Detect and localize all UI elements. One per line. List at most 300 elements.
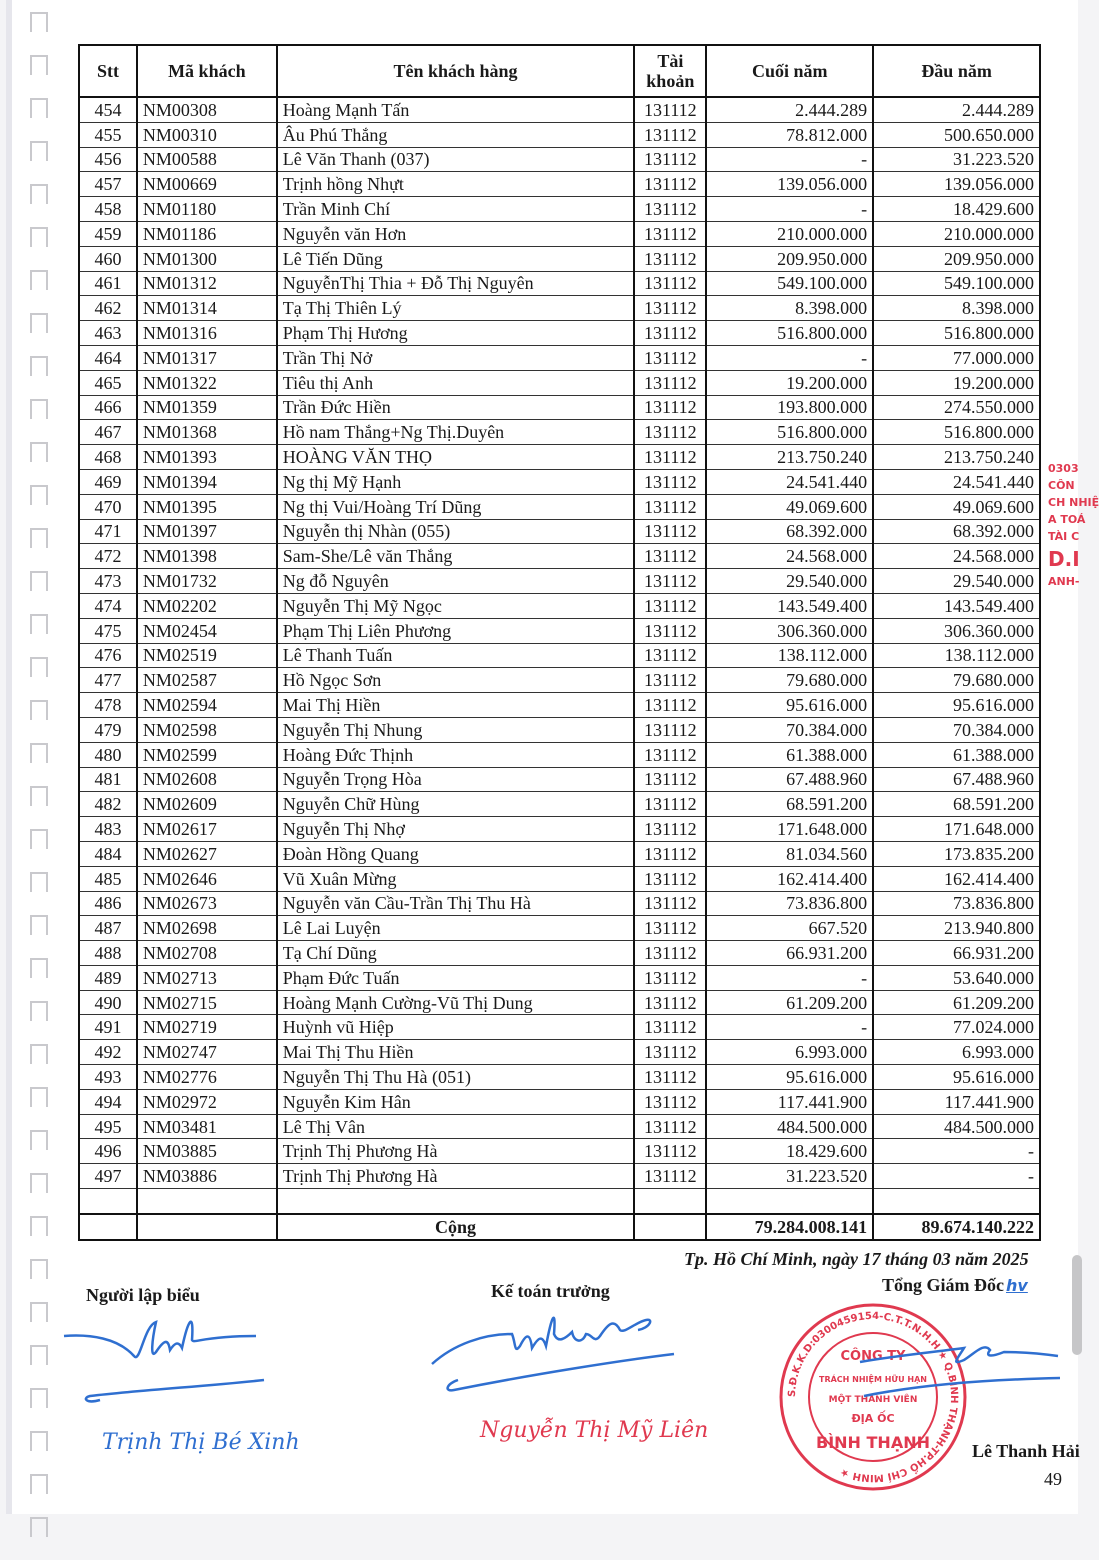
table-row xyxy=(79,97,1040,122)
row-stt: 497 xyxy=(79,1164,137,1189)
row-start-of-year: 77.000.000 xyxy=(873,345,1040,370)
table-row xyxy=(79,445,1040,470)
row-customer-name: Trần Thị Nở xyxy=(277,345,635,370)
binding-hole xyxy=(30,528,48,548)
table-row xyxy=(79,990,1040,1015)
table-row xyxy=(79,197,1040,222)
row-account: 131112 xyxy=(634,370,706,395)
row-customer-code: NM02646 xyxy=(137,866,277,891)
row-account: 131112 xyxy=(634,668,706,693)
row-end-of-year: 138.112.000 xyxy=(706,643,873,668)
row-customer-name: HOÀNG VĂN THỌ xyxy=(277,445,635,470)
row-end-of-year: 95.616.000 xyxy=(706,1065,873,1090)
blank-cell xyxy=(79,1189,137,1214)
row-stt: 488 xyxy=(79,941,137,966)
table-row xyxy=(79,122,1040,147)
binding-hole xyxy=(30,786,48,806)
row-stt: 455 xyxy=(79,122,137,147)
row-customer-name: Trần Đức Hiền xyxy=(277,395,635,420)
header-customer-name: Tên khách hàng xyxy=(277,45,635,97)
row-customer-name: Hồ Ngọc Sơn xyxy=(277,668,635,693)
row-account: 131112 xyxy=(634,767,706,792)
row-end-of-year: 78.812.000 xyxy=(706,122,873,147)
row-stt: 495 xyxy=(79,1114,137,1139)
row-account: 131112 xyxy=(634,1164,706,1189)
row-end-of-year: 79.680.000 xyxy=(706,668,873,693)
row-stt: 496 xyxy=(79,1139,137,1164)
table-row xyxy=(79,693,1040,718)
row-account: 131112 xyxy=(634,693,706,718)
table-row xyxy=(79,618,1040,643)
row-account: 131112 xyxy=(634,221,706,246)
row-start-of-year: 24.541.440 xyxy=(873,469,1040,494)
binding-hole xyxy=(30,1130,48,1150)
row-start-of-year: 19.200.000 xyxy=(873,370,1040,395)
row-customer-code: NM01732 xyxy=(137,569,277,594)
row-customer-code: NM03481 xyxy=(137,1114,277,1139)
row-stt: 454 xyxy=(79,97,137,122)
table-row xyxy=(79,321,1040,346)
row-customer-code: NM02599 xyxy=(137,742,277,767)
row-customer-code: NM01395 xyxy=(137,494,277,519)
row-customer-name: Ng đỗ Nguyên xyxy=(277,569,635,594)
row-account: 131112 xyxy=(634,395,706,420)
row-customer-code: NM00310 xyxy=(137,122,277,147)
row-customer-name: Lê Tiến Dũng xyxy=(277,246,635,271)
binding-hole xyxy=(30,829,48,849)
preparer-name: Trịnh Thị Bé Xinh xyxy=(102,1430,300,1455)
row-end-of-year: 162.414.400 xyxy=(706,866,873,891)
row-start-of-year: - xyxy=(873,1139,1040,1164)
binding-hole xyxy=(30,98,48,118)
row-stt: 481 xyxy=(79,767,137,792)
row-customer-name: Tạ Chí Dũng xyxy=(277,941,635,966)
row-customer-name: Nguyễn văn Hơn xyxy=(277,221,635,246)
row-end-of-year: 2.444.289 xyxy=(706,97,873,122)
row-account: 131112 xyxy=(634,841,706,866)
binding-hole xyxy=(30,141,48,161)
row-end-of-year: 193.800.000 xyxy=(706,395,873,420)
director-name: Lê Thanh Hải xyxy=(972,1441,1080,1461)
row-start-of-year: 139.056.000 xyxy=(873,172,1040,197)
row-customer-code: NM02747 xyxy=(137,1040,277,1065)
row-end-of-year: 171.648.000 xyxy=(706,817,873,842)
header-account-line2: khoản xyxy=(646,71,695,91)
row-stt: 457 xyxy=(79,172,137,197)
row-account: 131112 xyxy=(634,742,706,767)
row-customer-name: Phạm Thị Liên Phương xyxy=(277,618,635,643)
row-account: 131112 xyxy=(634,519,706,544)
row-account: 131112 xyxy=(634,544,706,569)
row-customer-code: NM02627 xyxy=(137,841,277,866)
edge-seal-line: TÀI C xyxy=(1048,530,1080,543)
binding-hole xyxy=(30,743,48,763)
row-end-of-year: 549.100.000 xyxy=(706,271,873,296)
row-account: 131112 xyxy=(634,1065,706,1090)
binding-hole xyxy=(30,1259,48,1279)
table-row xyxy=(79,668,1040,693)
row-start-of-year: 210.000.000 xyxy=(873,221,1040,246)
header-account-line1: Tài xyxy=(657,51,684,71)
row-customer-code: NM00308 xyxy=(137,97,277,122)
row-account: 131112 xyxy=(634,122,706,147)
row-customer-code: NM03886 xyxy=(137,1164,277,1189)
seal-center-line: BÌNH THẠNH xyxy=(816,1433,930,1452)
edge-seal-line: 0303 xyxy=(1048,462,1079,475)
row-stt: 475 xyxy=(79,618,137,643)
row-stt: 458 xyxy=(79,197,137,222)
director-signature xyxy=(854,1336,1074,1406)
row-customer-name: Nguyễn Thị Mỹ Ngọc xyxy=(277,593,635,618)
blank-cell xyxy=(137,1189,277,1214)
row-start-of-year: 79.680.000 xyxy=(873,668,1040,693)
total-empty-cell xyxy=(137,1214,277,1240)
row-stt: 487 xyxy=(79,916,137,941)
row-end-of-year: 210.000.000 xyxy=(706,221,873,246)
row-start-of-year: 8.398.000 xyxy=(873,296,1040,321)
row-end-of-year: 66.931.200 xyxy=(706,941,873,966)
row-end-of-year: 68.392.000 xyxy=(706,519,873,544)
binding-hole xyxy=(30,915,48,935)
row-end-of-year: 61.388.000 xyxy=(706,742,873,767)
table-row xyxy=(79,221,1040,246)
row-stt: 471 xyxy=(79,519,137,544)
row-customer-code: NM01322 xyxy=(137,370,277,395)
row-customer-code: NM02713 xyxy=(137,965,277,990)
table-row xyxy=(79,544,1040,569)
place-date: Tp. Hồ Chí Minh, ngày 17 tháng 03 năm 2025 xyxy=(684,1249,1029,1269)
row-stt: 459 xyxy=(79,221,137,246)
row-customer-name: Hoàng Mạnh Cường-Vũ Thị Dung xyxy=(277,990,635,1015)
row-customer-code: NM02719 xyxy=(137,1015,277,1040)
row-start-of-year: 66.931.200 xyxy=(873,941,1040,966)
row-customer-code: NM02519 xyxy=(137,643,277,668)
binding-hole xyxy=(30,1044,48,1064)
row-end-of-year: 18.429.600 xyxy=(706,1139,873,1164)
row-start-of-year: 117.441.900 xyxy=(873,1089,1040,1114)
table-row xyxy=(79,1164,1040,1189)
table-body xyxy=(79,97,1040,1189)
row-start-of-year: 70.384.000 xyxy=(873,717,1040,742)
row-customer-code: NM01314 xyxy=(137,296,277,321)
row-stt: 467 xyxy=(79,420,137,445)
row-stt: 478 xyxy=(79,693,137,718)
row-customer-name: Hồ nam Thắng+Ng Thị.Duyên xyxy=(277,420,635,445)
row-stt: 483 xyxy=(79,817,137,842)
row-customer-name: Mai Thị Hiền xyxy=(277,693,635,718)
row-account: 131112 xyxy=(634,990,706,1015)
row-stt: 494 xyxy=(79,1089,137,1114)
edge-seal-fragment xyxy=(1048,460,1099,650)
row-customer-name: NguyễnThị Thia + Đỗ Thị Nguyên xyxy=(277,271,635,296)
row-account: 131112 xyxy=(634,717,706,742)
row-start-of-year: 61.388.000 xyxy=(873,742,1040,767)
director-initials: hv xyxy=(1006,1276,1028,1295)
binding-hole xyxy=(30,1388,48,1408)
row-customer-name: Nguyễn Chữ Hùng xyxy=(277,792,635,817)
row-account: 131112 xyxy=(634,296,706,321)
binding-hole xyxy=(30,657,48,677)
row-customer-code: NM00669 xyxy=(137,172,277,197)
row-stt: 492 xyxy=(79,1040,137,1065)
row-account: 131112 xyxy=(634,271,706,296)
row-stt: 486 xyxy=(79,891,137,916)
table-row xyxy=(79,395,1040,420)
binding-hole xyxy=(30,1302,48,1322)
row-customer-name: Nguyễn Thị Thu Hà (051) xyxy=(277,1065,635,1090)
row-start-of-year: 18.429.600 xyxy=(873,197,1040,222)
receivables-table xyxy=(78,44,1041,1241)
row-customer-code: NM01312 xyxy=(137,271,277,296)
row-customer-name: Trịnh Thị Phương Hà xyxy=(277,1139,635,1164)
row-stt: 491 xyxy=(79,1015,137,1040)
row-customer-code: NM02776 xyxy=(137,1065,277,1090)
table-row xyxy=(79,767,1040,792)
row-customer-name: Ng thị Mỹ Hạnh xyxy=(277,469,635,494)
row-account: 131112 xyxy=(634,420,706,445)
table-row xyxy=(79,296,1040,321)
row-account: 131112 xyxy=(634,1139,706,1164)
row-stt: 464 xyxy=(79,345,137,370)
row-end-of-year: 19.200.000 xyxy=(706,370,873,395)
preparer-signature xyxy=(60,1300,280,1410)
row-customer-name: Ng thị Vui/Hoàng Trí Dũng xyxy=(277,494,635,519)
row-account: 131112 xyxy=(634,891,706,916)
table-row xyxy=(79,941,1040,966)
blank-cell xyxy=(706,1189,873,1214)
row-customer-name: Vũ Xuân Mừng xyxy=(277,866,635,891)
row-start-of-year: 209.950.000 xyxy=(873,246,1040,271)
row-customer-code: NM01316 xyxy=(137,321,277,346)
seal-center-line: CÔNG TY xyxy=(840,1349,906,1364)
table-row xyxy=(79,519,1040,544)
table-row-blank xyxy=(79,1189,1040,1214)
table-row xyxy=(79,792,1040,817)
row-end-of-year: 61.209.200 xyxy=(706,990,873,1015)
table-row xyxy=(79,717,1040,742)
binding-hole xyxy=(30,184,48,204)
row-account: 131112 xyxy=(634,494,706,519)
binding-hole xyxy=(30,958,48,978)
row-stt: 465 xyxy=(79,370,137,395)
row-customer-code: NM01368 xyxy=(137,420,277,445)
row-customer-name: Hoàng Mạnh Tấn xyxy=(277,97,635,122)
row-account: 131112 xyxy=(634,1114,706,1139)
page-number: 49 xyxy=(1044,1469,1062,1489)
table-row xyxy=(79,1065,1040,1090)
row-stt: 484 xyxy=(79,841,137,866)
binding-hole xyxy=(30,313,48,333)
binding-hole xyxy=(30,1517,48,1537)
document-page xyxy=(6,0,1099,1514)
row-customer-code: NM01398 xyxy=(137,544,277,569)
row-customer-code: NM02708 xyxy=(137,941,277,966)
row-customer-name: Nguyễn văn Cầu-Trần Thị Thu Hà xyxy=(277,891,635,916)
row-account: 131112 xyxy=(634,866,706,891)
row-start-of-year: 138.112.000 xyxy=(873,643,1040,668)
binding-hole xyxy=(30,227,48,247)
row-end-of-year: - xyxy=(706,345,873,370)
row-end-of-year: - xyxy=(706,965,873,990)
row-customer-name: Sam-She/Lê văn Thắng xyxy=(277,544,635,569)
row-end-of-year: 24.541.440 xyxy=(706,469,873,494)
row-end-of-year: - xyxy=(706,197,873,222)
table-row xyxy=(79,345,1040,370)
row-stt: 482 xyxy=(79,792,137,817)
row-customer-code: NM02594 xyxy=(137,693,277,718)
row-start-of-year: 213.750.240 xyxy=(873,445,1040,470)
row-start-of-year: 162.414.400 xyxy=(873,866,1040,891)
total-start-of-year: 89.674.140.222 xyxy=(873,1214,1040,1240)
row-customer-name: Tiêu thị Anh xyxy=(277,370,635,395)
seal-center-line: TRÁCH NHIỆM HỮU HẠN xyxy=(819,1375,927,1384)
binding-hole xyxy=(30,614,48,634)
row-start-of-year: 77.024.000 xyxy=(873,1015,1040,1040)
row-customer-name: Hoàng Đức Thịnh xyxy=(277,742,635,767)
preparer-title: Người lập biểu xyxy=(86,1285,200,1305)
chief-accountant-title: Kế toán trưởng xyxy=(491,1281,610,1301)
row-end-of-year: 139.056.000 xyxy=(706,172,873,197)
row-end-of-year: 70.384.000 xyxy=(706,717,873,742)
row-customer-name: Đoàn Hồng Quang xyxy=(277,841,635,866)
total-empty-cell xyxy=(634,1214,706,1240)
row-start-of-year: 306.360.000 xyxy=(873,618,1040,643)
table-row xyxy=(79,817,1040,842)
row-customer-code: NM02598 xyxy=(137,717,277,742)
table-row xyxy=(79,1089,1040,1114)
row-end-of-year: 6.993.000 xyxy=(706,1040,873,1065)
row-start-of-year: 49.069.600 xyxy=(873,494,1040,519)
row-end-of-year: 209.950.000 xyxy=(706,246,873,271)
row-customer-code: NM02609 xyxy=(137,792,277,817)
blank-cell xyxy=(634,1189,706,1214)
row-stt: 489 xyxy=(79,965,137,990)
row-start-of-year: 173.835.200 xyxy=(873,841,1040,866)
row-customer-name: Nguyễn Trọng Hòa xyxy=(277,767,635,792)
row-customer-code: NM01180 xyxy=(137,197,277,222)
row-account: 131112 xyxy=(634,345,706,370)
row-account: 131112 xyxy=(634,618,706,643)
row-customer-code: NM01397 xyxy=(137,519,277,544)
row-stt: 460 xyxy=(79,246,137,271)
row-customer-name: Trịnh hồng Nhựt xyxy=(277,172,635,197)
row-customer-name: Trịnh Thị Phương Hà xyxy=(277,1164,635,1189)
row-end-of-year: 484.500.000 xyxy=(706,1114,873,1139)
chief-accountant-name: Nguyễn Thị Mỹ Liên xyxy=(480,1418,709,1443)
row-account: 131112 xyxy=(634,197,706,222)
row-end-of-year: 306.360.000 xyxy=(706,618,873,643)
row-stt: 474 xyxy=(79,593,137,618)
binding-hole xyxy=(30,12,48,32)
row-customer-code: NM01359 xyxy=(137,395,277,420)
row-customer-name: Phạm Thị Hương xyxy=(277,321,635,346)
binding-hole xyxy=(30,1173,48,1193)
row-end-of-year: 81.034.560 xyxy=(706,841,873,866)
row-stt: 477 xyxy=(79,668,137,693)
row-account: 131112 xyxy=(634,246,706,271)
row-start-of-year: 31.223.520 xyxy=(873,147,1040,172)
row-customer-code: NM02698 xyxy=(137,916,277,941)
row-account: 131112 xyxy=(634,321,706,346)
row-start-of-year: - xyxy=(873,1164,1040,1189)
total-label: Cộng xyxy=(277,1214,635,1240)
row-customer-name: Mai Thị Thu Hiền xyxy=(277,1040,635,1065)
table-row xyxy=(79,569,1040,594)
binding-hole xyxy=(30,356,48,376)
row-customer-code: NM01317 xyxy=(137,345,277,370)
header-stt: Stt xyxy=(79,45,137,97)
row-account: 131112 xyxy=(634,965,706,990)
row-stt: 466 xyxy=(79,395,137,420)
scrollbar-thumb[interactable] xyxy=(1072,1255,1082,1355)
row-customer-name: Lê Văn Thanh (037) xyxy=(277,147,635,172)
row-start-of-year: 500.650.000 xyxy=(873,122,1040,147)
row-start-of-year: 6.993.000 xyxy=(873,1040,1040,1065)
row-customer-name: Nguyễn thị Nhàn (055) xyxy=(277,519,635,544)
row-customer-name: Âu Phú Thắng xyxy=(277,122,635,147)
row-customer-code: NM00588 xyxy=(137,147,277,172)
row-customer-code: NM02617 xyxy=(137,817,277,842)
row-end-of-year: 95.616.000 xyxy=(706,693,873,718)
row-start-of-year: 549.100.000 xyxy=(873,271,1040,296)
row-customer-name: Nguyễn Thị Nhợ xyxy=(277,817,635,842)
row-end-of-year: 31.223.520 xyxy=(706,1164,873,1189)
row-account: 131112 xyxy=(634,593,706,618)
row-end-of-year: - xyxy=(706,147,873,172)
row-account: 131112 xyxy=(634,941,706,966)
binding-hole xyxy=(30,1431,48,1451)
table-row xyxy=(79,494,1040,519)
row-customer-name: Tạ Thị Thiên Lý xyxy=(277,296,635,321)
row-start-of-year: 484.500.000 xyxy=(873,1114,1040,1139)
row-stt: 461 xyxy=(79,271,137,296)
row-customer-code: NM02673 xyxy=(137,891,277,916)
row-start-of-year: 29.540.000 xyxy=(873,569,1040,594)
row-customer-code: NM02608 xyxy=(137,767,277,792)
row-start-of-year: 274.550.000 xyxy=(873,395,1040,420)
director-title xyxy=(882,1274,1028,1297)
table-row xyxy=(79,147,1040,172)
row-start-of-year: 95.616.000 xyxy=(873,693,1040,718)
row-account: 131112 xyxy=(634,792,706,817)
row-stt: 470 xyxy=(79,494,137,519)
table-row xyxy=(79,1139,1040,1164)
row-end-of-year: 24.568.000 xyxy=(706,544,873,569)
table-row xyxy=(79,916,1040,941)
row-start-of-year: 516.800.000 xyxy=(873,321,1040,346)
table-header-row xyxy=(79,45,1040,97)
table-total-row xyxy=(79,1214,1040,1240)
row-end-of-year: 68.591.200 xyxy=(706,792,873,817)
row-start-of-year: 68.591.200 xyxy=(873,792,1040,817)
row-end-of-year: 143.549.400 xyxy=(706,593,873,618)
row-account: 131112 xyxy=(634,445,706,470)
binding-hole xyxy=(30,1474,48,1494)
row-start-of-year: 95.616.000 xyxy=(873,1065,1040,1090)
row-end-of-year: 516.800.000 xyxy=(706,420,873,445)
row-stt: 476 xyxy=(79,643,137,668)
seal-ring-text: S.Đ.K.K.D:0300459154-C.T.T.N.H.H ★ Q.BÌNH THẠNH-TP.HỒ CHÍ MINH ★ xyxy=(786,1310,960,1484)
row-customer-name: Nguyễn Kim Hân xyxy=(277,1089,635,1114)
binding-hole xyxy=(30,55,48,75)
seal-center-line: ĐỊA ỐC xyxy=(851,1412,895,1425)
binding-hole xyxy=(30,485,48,505)
row-account: 131112 xyxy=(634,469,706,494)
row-customer-code: NM01394 xyxy=(137,469,277,494)
binding-hole xyxy=(30,399,48,419)
row-end-of-year: - xyxy=(706,1015,873,1040)
row-stt: 456 xyxy=(79,147,137,172)
